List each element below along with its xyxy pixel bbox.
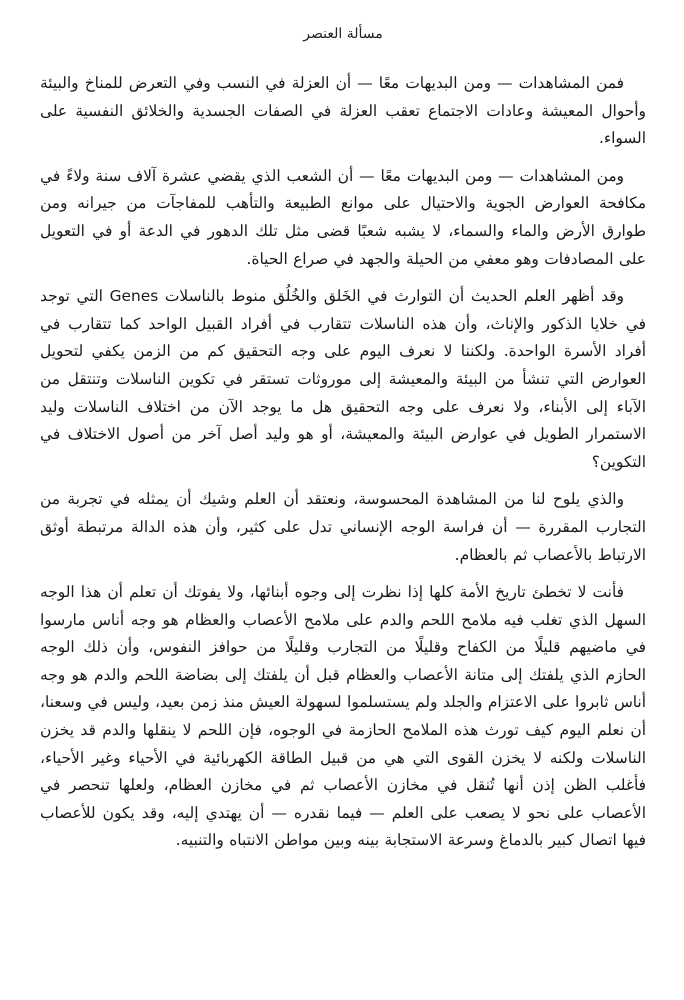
paragraph-genes-part-2: التي توجد في خلايا الذكور والإناث، وأن هذه الناسلات تتقارب في أفراد القبيل الواحد كما تتقارب في أفراد الأسرة الواحدة. ولكننا لا نعرف اليوم على وجه التحقيق كم من الزمن يكفي لتحويل العوارض التي تنشأ من البيئة والمعيشة إلى موروثات تستقر في تكوين الناسلات وتنتقل من الآباء إلى الأبناء، ولا نعرف على وجه التحقيق هل ما يوجد الآن من اختلاف الناسلات وليد الاستمرار الطويل في عوارض البيئة والمعيشة، أو هو وليد أصل آخر من أصول الاختلاف في التكوين؟	[40, 287, 646, 471]
running-header: مسألة العنصر	[303, 26, 383, 42]
paragraph-struggle: ومن المشاهدات — ومن البديهات معًا — أن الشعب الذي يقضي عشرة آلاف سنة ولاءً في مكافحة العوارض الجوية والاحتيال على موانع الطبيعة والتأهب للمفاجآت من جيرانه ومن طوارق الأرض والماء والسماء، لا يشبه شعبًا قضى مثل تلك الدهور في الدعة أو في التعويل على المصادفات وهو معفي من الحيلة والجهد في صراع الحياة.	[40, 166, 646, 268]
paragraph-physiognomy: والذي يلوح لنا من المشاهدة المحسوسة، ونعتقد أن العلم وشيك أن يمثله في تجربة من التجارب المقررة — أن فراسة الوجه الإنساني تدل على كثير، وأن هذه الدالة مرتبطة أوثق الارتباط بالأعصاب ثم بالعظام.	[40, 490, 646, 564]
paragraph-faces: فأنت لا تخطئ تاريخ الأمة كلها إذا نظرت إلى وجوه أبنائها، ولا يفوتك أن تعلم أن هذا الوجه السهل الذي تغلب فيه ملامح اللحم والدم على ملامح الأعصاب والعظام هو وجه أناس مارسوا في ماضيهم قليلًا من الكفاح وقليلًا من التجارب وقليلًا من حوافز النفوس، وأن ذلك الوجه الحازم الذي يلفتك إلى متانة الأعصاب والعظام قبل أن يلفتك إلى بضاضة اللحم والدم هو وجه أناس ثابروا على الاعتزام والجلد ولم يستسلموا لسهولة العيش منذ زمن بعيد، وليس في وسعنا، أن نعلم اليوم كيف تورث هذه الملامح الحازمة في الوجوه، فإن اللحم لا ينقلها والدم قد يخزن الناسلات ولكنه لا يخزن القوى التي هي من قبيل الطاقة الكهربائية في الأحياء وغير الأحياء، فأغلب الظن إذن أنها تُنقل في مخازن الأعصاب ثم في مخازن العظام، ولعلها تنحصر في الأعصاب على نحو لا يصعب على العلم — فيما نقدره — أن يهتدي إليه، وقد يكون للأعصاب فيها اتصال كبير بالدماغ وسرعة الاستجابة بينه وبين مواطن الانتباه والتنبيه.	[40, 583, 646, 850]
body-text	[40, 70, 646, 855]
paragraph-genes	[40, 283, 646, 476]
paragraph-genes-part-1: وقد أظهر العلم الحديث أن التوارث في الخَلق والخُلُق منوط بالناسلات	[158, 287, 624, 306]
paragraph-isolation: فمن المشاهدات — ومن البديهات معًا — أن العزلة في النسب وفي التعرض للمناخ والبيئة وأحوال المعيشة وعادات الاجتماع تعقب العزلة في الصفات الجسدية والخلائق النفسية على السواء.	[40, 74, 646, 148]
latin-term-genes: Genes	[109, 287, 159, 306]
